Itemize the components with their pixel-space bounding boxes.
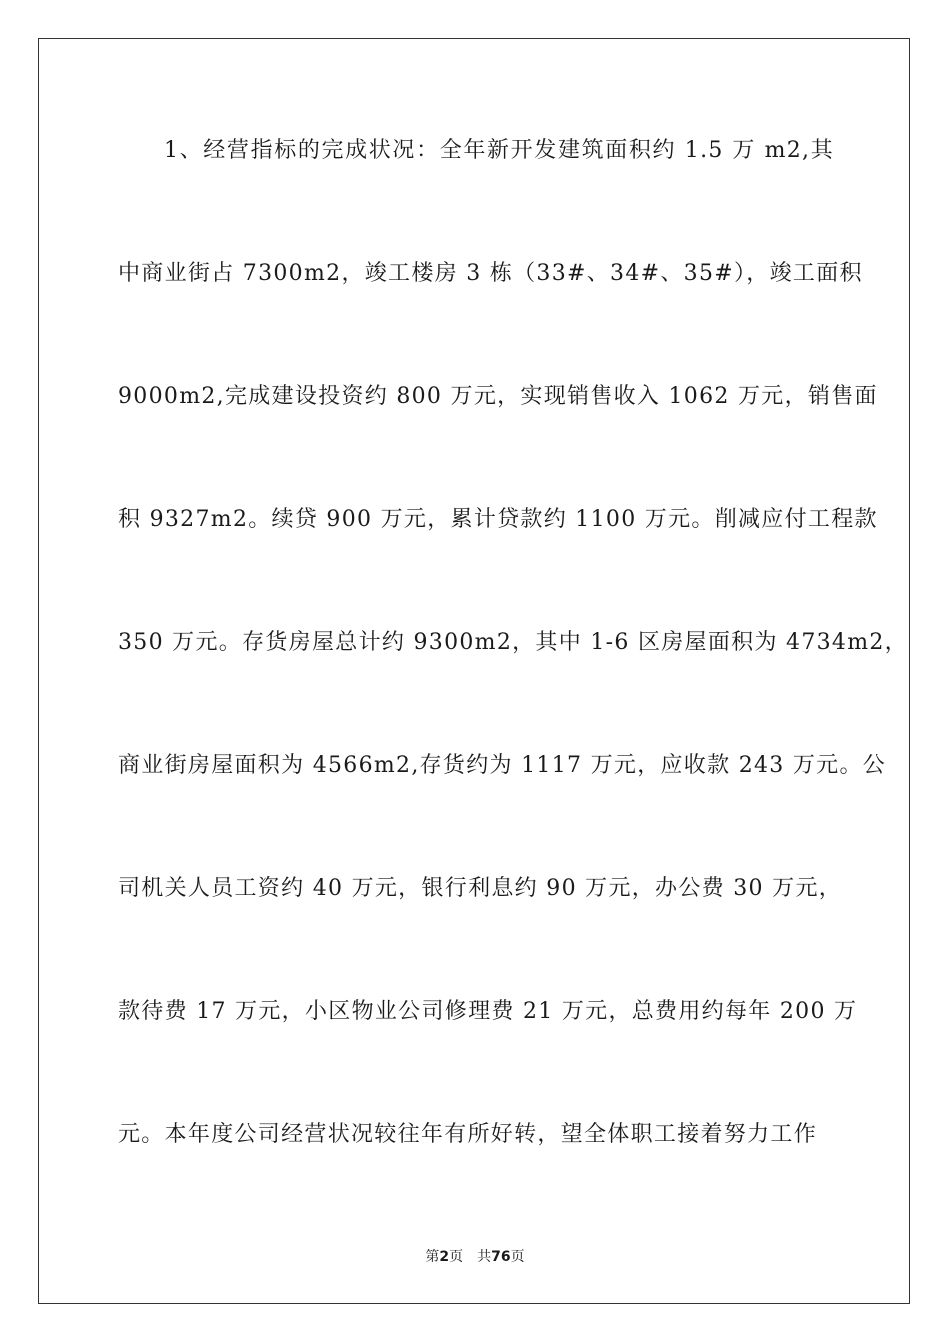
- paragraph-line-2: 中商业街占 7300m2，竣工楼房 3 栋（33#、34#、35#），竣工面积: [118, 261, 863, 286]
- page-prefix: 第: [425, 1249, 440, 1265]
- paragraph-line-5: 350 万元。存货房屋总计约 9300m2，其中 1-6 区房屋面积为 4734m2，: [118, 630, 908, 655]
- paragraph-line-9: 元。本年度公司经营状况较往年有所好转，望全体职工接着努力工作: [118, 1122, 818, 1147]
- total-suffix: 页: [510, 1249, 525, 1265]
- page-number: 2: [439, 1249, 450, 1265]
- total-prefix: 共: [477, 1249, 492, 1265]
- page-suffix: 页: [449, 1249, 464, 1265]
- paragraph-line-8: 款待费 17 万元，小区物业公司修理费 21 万元，总费用约每年 200 万: [118, 999, 858, 1024]
- total-pages: 76: [491, 1249, 511, 1265]
- paragraph-line-6: 商业街房屋面积为 4566m2,存货约为 1117 万元，应收款 243 万元。公: [118, 753, 887, 778]
- page-footer: [0, 1246, 950, 1266]
- paragraph-line-3: 9000m2,完成建设投资约 800 万元，实现销售收入 1062 万元，销售面: [118, 384, 878, 409]
- paragraph-line-4: 积 9327m2。续贷 900 万元，累计贷款约 1100 万元。削减应付工程款: [118, 507, 878, 532]
- paragraph-line-7: 司机关人员工资约 40 万元，银行利息约 90 万元，办公费 30 万元，: [118, 876, 843, 901]
- paragraph-line-1: 1、经营指标的完成状况：全年新开发建筑面积约 1.5 万 m2,其: [164, 138, 834, 163]
